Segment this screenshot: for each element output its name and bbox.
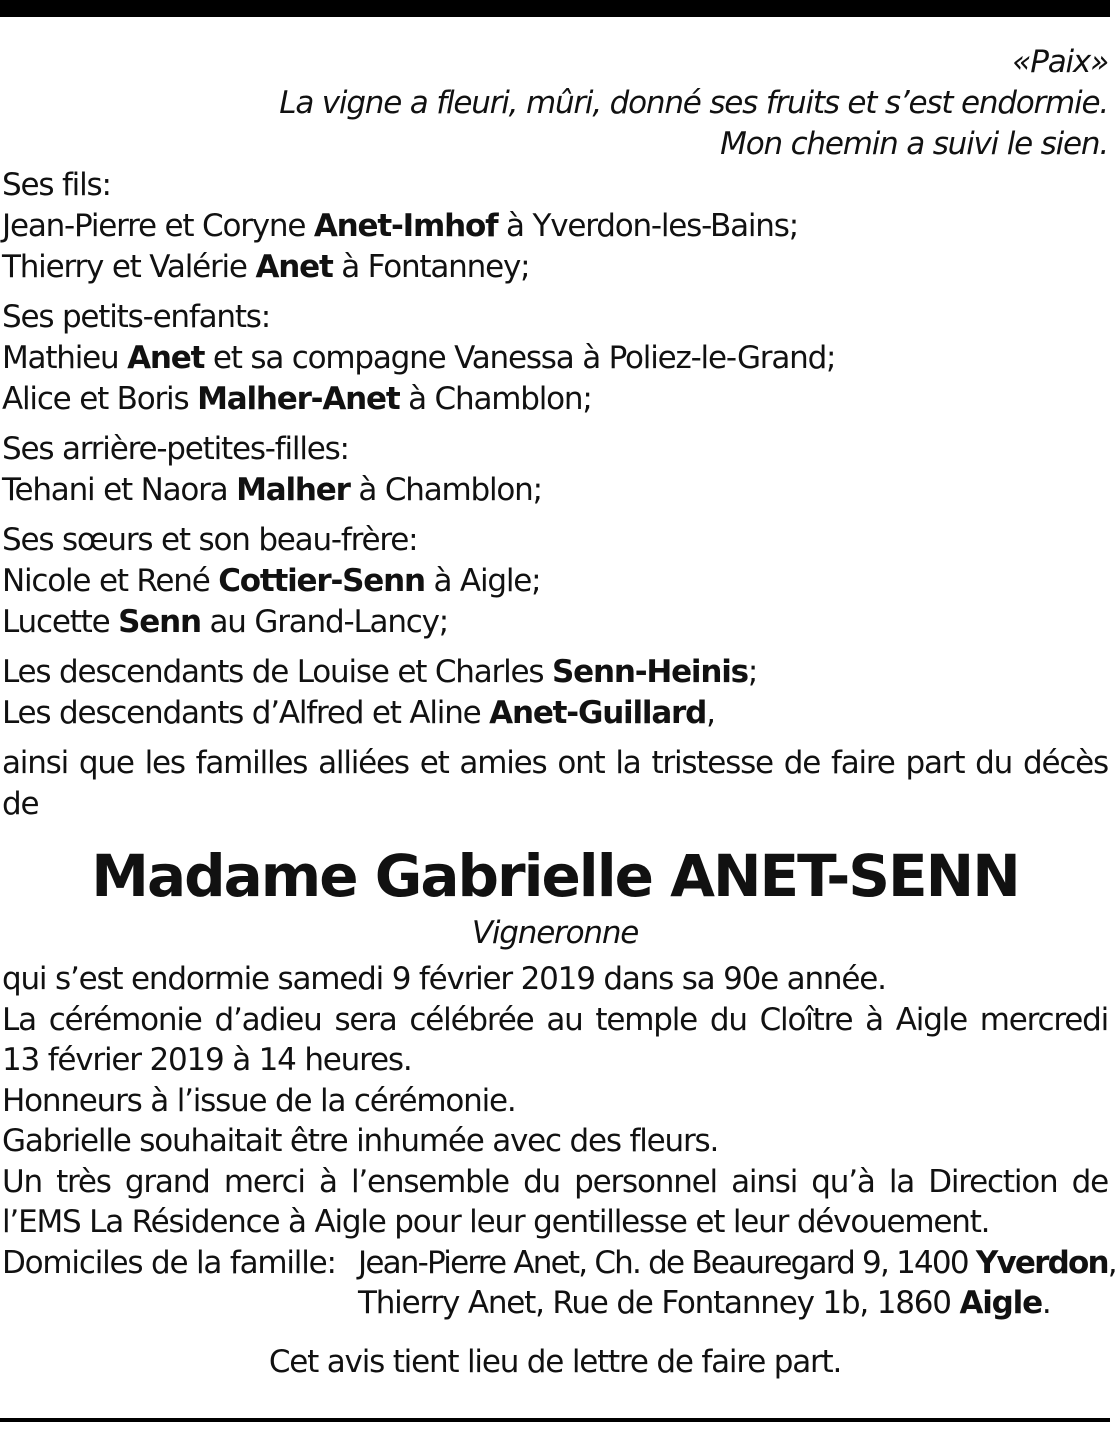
family-group-descendants <box>2 652 1108 734</box>
family-given: Alice et Boris <box>2 381 198 417</box>
detail-line: 13 février 2019 à 14 heures. <box>2 1042 412 1078</box>
family-surname: Senn <box>118 604 201 640</box>
family-given: Tehani et Naora <box>2 472 237 508</box>
family-surname: Senn-Heinis <box>552 654 748 690</box>
family-group-sisters <box>2 520 1108 643</box>
group-heading: Ses petits-enfants: <box>2 299 270 335</box>
family-domiciles <box>2 1243 1116 1324</box>
group-heading: Ses arrière-petites-filles: <box>2 431 349 467</box>
address-city: Yverdon <box>975 1244 1108 1281</box>
family-surname: Cottier-Senn <box>218 563 425 599</box>
domiciles-label: Domiciles de la famille: <box>2 1244 336 1281</box>
family-surname: Anet-Guillard <box>489 695 707 731</box>
family-line <box>2 470 1108 511</box>
family-line <box>2 338 1108 379</box>
address-punct: , <box>1107 1244 1116 1281</box>
obituary-notice <box>2 42 1116 1382</box>
announcement <box>2 743 1108 825</box>
family-given: Les descendants de Louise et Charles <box>2 654 552 690</box>
epigraph-line: «Paix» <box>1012 44 1108 80</box>
family-given: Les descendants d’Alfred et Aline <box>2 695 490 731</box>
epigraph <box>2 42 1108 165</box>
family-group-sons <box>2 165 1108 288</box>
family-place: à Chamblon; <box>349 472 542 508</box>
ceremony-details <box>2 959 1116 1324</box>
detail-line: La cérémonie d’adieu sera célébrée au temple du Cloître à Aigle mercredi <box>2 1001 1108 1038</box>
family-surname: Malher-Anet <box>197 381 400 417</box>
deceased-role: Vigneronne <box>471 915 639 951</box>
family-line <box>2 561 1108 602</box>
family-line <box>2 206 1108 247</box>
family-group-great-granddaughters <box>2 429 1108 511</box>
family-surname: Anet-Imhof <box>313 208 498 244</box>
family-given: Nicole et René <box>2 563 219 599</box>
domiciles-addresses <box>358 1243 1116 1324</box>
bottom-rule <box>0 1418 1110 1422</box>
family-line <box>2 602 1108 643</box>
address-punct: . <box>1041 1285 1051 1321</box>
address-text: Jean-Pierre Anet, Ch. de Beauregard 9, 1400 <box>358 1244 976 1281</box>
family-line <box>2 652 1108 693</box>
detail-line: l’EMS La Résidence à Aigle pour leur gentillesse et leur dévouement. <box>2 1204 990 1240</box>
family-group-grandchildren <box>2 297 1108 420</box>
family-given: Lucette <box>2 604 119 640</box>
epigraph-line: La vigne a fleuri, mûri, donné ses fruits et s’est endormie. <box>279 85 1108 121</box>
family-place: à Aigle; <box>424 563 541 599</box>
family-place: et sa compagne Vanessa à Poliez-le-Grand; <box>204 340 836 376</box>
address-line <box>358 1243 1116 1284</box>
family-line <box>2 247 1108 288</box>
detail-line: Honneurs à l’issue de la cérémonie. <box>2 1082 516 1119</box>
announcement-line: ainsi que les familles alliées et amies ont la tristesse de faire part du décès de <box>2 745 1108 822</box>
family-given: Thierry et Valérie <box>2 249 256 285</box>
top-rule <box>0 0 1110 17</box>
family-place: , <box>706 695 715 731</box>
family-surname: Anet <box>127 340 205 376</box>
address-line <box>358 1283 1116 1324</box>
family-place: à Yverdon-les-Bains; <box>497 208 798 244</box>
family-place: au Grand-Lancy; <box>200 604 449 640</box>
epigraph-line: Mon chemin a suivi le sien. <box>720 126 1108 162</box>
family-given: Mathieu <box>2 340 128 376</box>
address-text: Thierry Anet, Rue de Fontanney 1b, 1860 <box>358 1285 960 1321</box>
family-surname: Malher <box>236 472 350 508</box>
address-city: Aigle <box>959 1285 1042 1321</box>
family-place: à Fontanney; <box>332 249 530 285</box>
deceased-name: Madame Gabrielle ANET-SENN <box>91 842 1019 910</box>
detail-line: Gabrielle souhaitait être inhumée avec des fleurs. <box>2 1123 719 1159</box>
detail-line: Un très grand merci à l’ensemble du personnel ainsi qu’à la Direction de <box>2 1163 1108 1200</box>
family-place: ; <box>747 654 758 690</box>
closing-note: Cet avis tient lieu de lettre de faire part. <box>268 1343 842 1380</box>
detail-line: qui s’est endormie samedi 9 février 2019 dans sa 90e année. <box>2 961 886 997</box>
group-heading: Ses fils: <box>2 167 111 203</box>
group-heading: Ses sœurs et son beau-frère: <box>2 522 418 558</box>
family-surname: Anet <box>255 249 333 285</box>
family-line <box>2 693 1108 734</box>
family-given: Jean-Pierre et Coryne <box>2 208 314 244</box>
family-place: à Chamblon; <box>399 381 592 417</box>
family-line <box>2 379 1108 420</box>
